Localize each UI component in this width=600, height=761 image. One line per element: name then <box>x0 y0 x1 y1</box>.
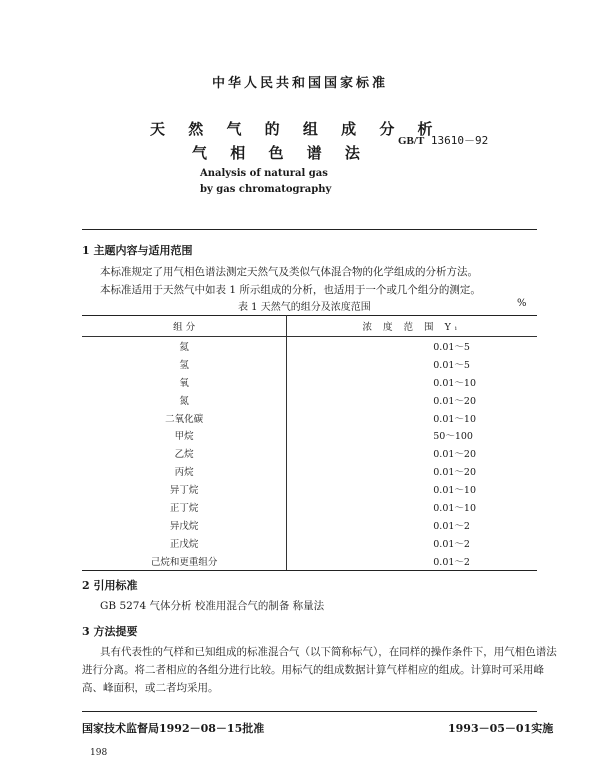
range-cell: 0.01～10 <box>433 502 476 514</box>
table-1-caption: 表 1 天然气的组分及浓度范围 <box>238 302 371 313</box>
table-row <box>82 444 537 462</box>
standard-number <box>398 132 488 148</box>
range-cell: 0.01～2 <box>433 538 470 550</box>
table-row <box>82 552 537 570</box>
table-row <box>82 534 537 552</box>
section-2-reference: GB 5274 气体分析 校准用混合气的制备 称量法 <box>100 600 325 612</box>
component-cell: 正戊烷 <box>82 534 287 552</box>
approval-date: 国家技术监督局1992－08－15批准 <box>82 722 265 735</box>
table-row <box>82 480 537 498</box>
range-cell: 50～100 <box>433 431 473 443</box>
range-cell: 0.01～20 <box>433 395 476 407</box>
section-3-heading: 3 方法提要 <box>82 625 138 638</box>
section-1-paragraph-2: 本标准适用于天然气中如表 1 所示组成的分析，也适用于一个或几个组分的测定。 <box>100 284 481 296</box>
component-cell: 己烷和更重组分 <box>82 552 287 570</box>
section-1-heading: 1 主题内容与适用范围 <box>82 244 193 257</box>
page-number: 198 <box>90 748 108 758</box>
component-cell: 二氧化碳 <box>82 409 287 427</box>
effective-date: 1993－05－01实施 <box>448 722 554 735</box>
component-cell: 丙烷 <box>82 462 287 480</box>
column-header-range: 浓 度 范 围 Yᵢ <box>287 316 537 337</box>
table-row <box>82 462 537 480</box>
range-cell: 0.01～2 <box>433 520 470 532</box>
table-header-row <box>82 316 537 337</box>
range-cell: 0.01～10 <box>433 413 476 425</box>
component-cell: 氦 <box>82 337 287 355</box>
range-cell: 0.01～5 <box>433 341 470 353</box>
table-row <box>82 498 537 516</box>
table-row <box>82 355 537 373</box>
range-cell: 0.01～20 <box>433 467 476 479</box>
component-cell: 氮 <box>82 391 287 409</box>
component-cell: 氧 <box>82 373 287 391</box>
range-cell: 0.01～10 <box>433 377 476 389</box>
section-3-line-2: 进行分离。将二者相应的各组分进行比较。用标气的组成数据计算气样相应的组成。计算时可采用峰 <box>82 664 544 676</box>
national-standard-label: 中华人民共和国国家标准 <box>211 76 388 91</box>
title-english-line1: Analysis of natural gas <box>200 168 328 179</box>
component-cell: 氢 <box>82 355 287 373</box>
footer-divider <box>82 711 537 712</box>
table-1-unit: % <box>517 298 527 309</box>
header-divider <box>82 229 537 230</box>
component-cell: 异戊烷 <box>82 516 287 534</box>
table-row <box>82 391 537 409</box>
table-row <box>82 373 537 391</box>
section-1-paragraph-1: 本标准规定了用气相色谱法测定天然气及类似气体混合物的化学组成的分析方法。 <box>100 266 478 278</box>
table-row <box>82 337 537 355</box>
title-chinese-line1: 天 然 气 的 组 成 分 析 <box>150 120 442 138</box>
range-cell: 0.01～2 <box>287 552 537 570</box>
section-3-line-3: 高、峰面积，或二者均采用。 <box>82 682 219 694</box>
component-cell: 甲烷 <box>82 426 287 444</box>
section-3-line-1: 具有代表性的气样和已知组成的标准混合气（以下简称标气），在同样的操作条件下，用气相色谱法 <box>100 646 557 658</box>
range-cell: 0.01～20 <box>433 449 476 461</box>
table-row <box>82 516 537 534</box>
section-2-heading: 2 引用标准 <box>82 579 138 592</box>
table-row <box>82 409 537 427</box>
column-header-component: 组 分 <box>82 316 287 337</box>
range-cell: 0.01～10 <box>433 485 476 497</box>
table-row <box>82 426 537 444</box>
standard-code: 13610－92 <box>430 134 489 147</box>
component-cell: 正丁烷 <box>82 498 287 516</box>
title-chinese-line2: 气 相 色 谱 法 <box>192 144 369 162</box>
title-english-line2: by gas chromatography <box>200 184 332 195</box>
component-table <box>82 315 537 571</box>
standard-prefix: GB/T <box>398 135 425 147</box>
component-cell: 乙烷 <box>82 444 287 462</box>
range-cell: 0.01～5 <box>433 359 470 371</box>
component-cell: 异丁烷 <box>82 480 287 498</box>
